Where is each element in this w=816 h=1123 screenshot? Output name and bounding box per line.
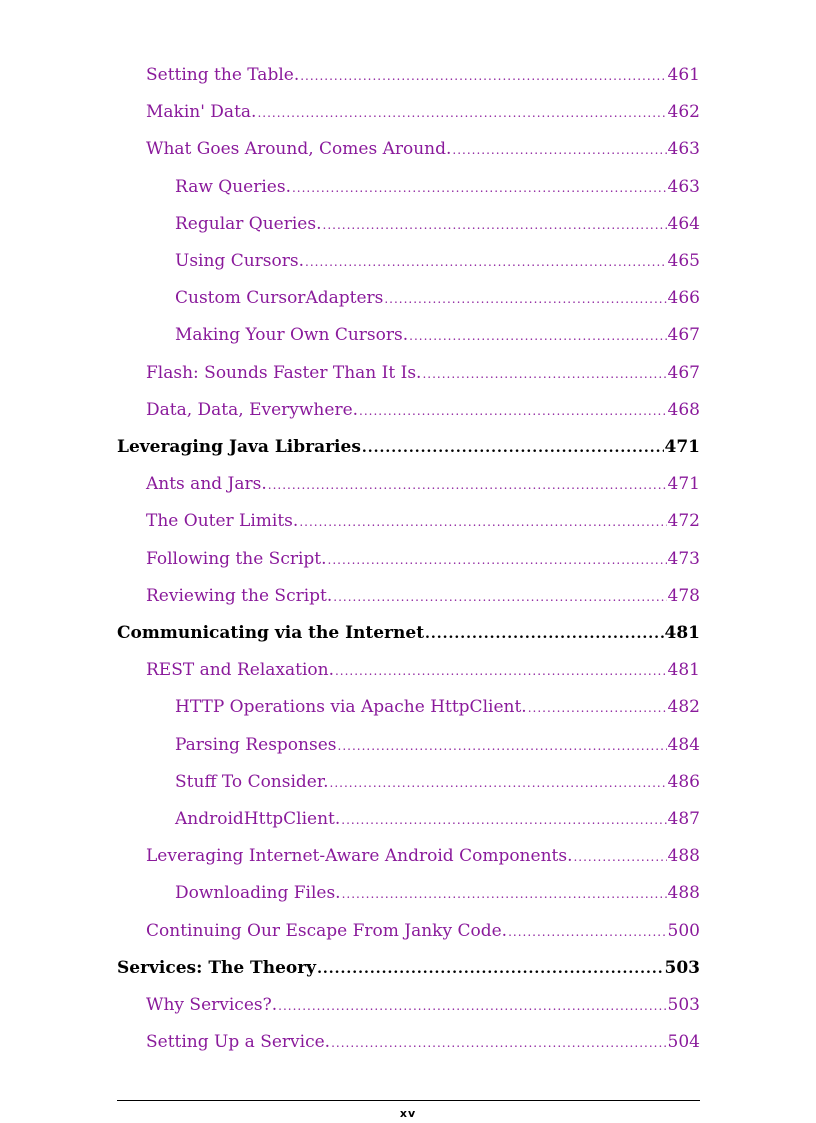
toc-entry-title[interactable]: Parsing Responses [175, 734, 337, 755]
dot-leader [362, 441, 664, 455]
dot-leader [317, 962, 663, 976]
toc-chapter-entry[interactable] [117, 957, 700, 978]
dot-leader [425, 627, 663, 641]
dot-leader [422, 368, 666, 380]
toc-section-entry[interactable] [146, 399, 700, 420]
toc-entry-title[interactable]: HTTP Operations via Apache HttpClient. [175, 697, 527, 718]
toc-entry-title[interactable]: Leveraging Internet-Aware Android Components. [146, 846, 573, 867]
toc-entry-title[interactable]: Makin' Data. [146, 102, 257, 123]
toc-chapter-entry[interactable] [117, 625, 700, 642]
toc-section-entry[interactable] [146, 513, 700, 530]
toc-section-entry[interactable] [146, 662, 700, 679]
toc-entry-page-number: 462 [667, 102, 700, 123]
dot-leader [328, 554, 667, 566]
dot-leader [359, 405, 667, 417]
toc-section-entry[interactable] [175, 734, 700, 755]
toc-section-entry[interactable] [175, 290, 700, 307]
toc-entry-page-number: 488 [667, 846, 700, 867]
toc-entry-title[interactable]: Flash: Sounds Faster Than It Is. [146, 362, 422, 383]
toc-section-entry[interactable] [175, 253, 700, 270]
toc-section-entry[interactable] [175, 811, 700, 828]
toc-entry-title[interactable]: Setting the Table. [146, 65, 300, 85]
toc-entry-title[interactable]: Services: The Theory [117, 957, 317, 978]
toc-entry-page-number: 481 [667, 660, 700, 681]
toc-entry-title[interactable]: Downloading Files. [175, 883, 341, 904]
toc-entry-title[interactable]: Why Services?. [146, 995, 278, 1015]
toc-section-entry[interactable] [175, 699, 700, 716]
toc-entry-title[interactable]: Reviewing the Script. [146, 585, 333, 606]
toc-entry-page-number: 467 [667, 325, 700, 346]
toc-section-entry[interactable] [146, 141, 700, 158]
toc-section-entry[interactable] [146, 920, 700, 941]
toc-entry-page-number: 461 [667, 65, 700, 85]
toc-entry-title[interactable]: Raw Queries. [175, 176, 291, 197]
dot-leader [300, 70, 666, 82]
toc-entry-page-number: 463 [667, 139, 700, 160]
toc-entry-page-number: 488 [667, 883, 700, 904]
toc-entry-title[interactable]: Leveraging Java Libraries [117, 437, 361, 457]
dot-leader [268, 479, 667, 491]
toc-section-entry[interactable] [175, 327, 700, 344]
toc-entry-page-number: 468 [667, 399, 700, 420]
footer-page-number: xv [399, 1107, 417, 1120]
toc-entry-title[interactable]: Stuff To Consider. [175, 771, 329, 792]
toc-entry-title[interactable]: Using Cursors. [175, 251, 305, 271]
toc-entry-title[interactable]: Regular Queries. [175, 213, 322, 234]
dot-leader [305, 256, 667, 268]
toc-entry-page-number: 503 [664, 957, 700, 978]
dot-leader [333, 591, 666, 603]
toc-section-entry[interactable] [146, 476, 700, 493]
dot-leader [342, 888, 667, 900]
toc-entry-title[interactable]: Custom CursorAdapters [175, 288, 384, 309]
dot-leader [528, 702, 667, 714]
toc-entry-page-number: 471 [667, 474, 700, 495]
toc-entry-page-number: 465 [667, 251, 700, 271]
toc-entry-page-number: 500 [667, 920, 700, 941]
toc-entry-title[interactable]: Communicating via the Internet [117, 623, 425, 643]
toc-section-entry[interactable] [146, 548, 700, 569]
toc-chapter-entry[interactable] [117, 439, 700, 456]
toc-entry-title[interactable]: Following the Script. [146, 548, 327, 569]
toc-entry-page-number: 472 [667, 511, 700, 532]
dot-leader [338, 740, 667, 752]
toc-entry-title[interactable]: What Goes Around, Comes Around. [146, 139, 452, 160]
dot-leader [323, 219, 667, 231]
dot-leader [299, 516, 666, 528]
toc-entry-page-number: 466 [667, 288, 700, 309]
toc-entry-page-number: 487 [667, 809, 700, 829]
toc-entry-page-number: 504 [667, 1032, 700, 1053]
dot-leader [452, 144, 666, 156]
toc-entry-title[interactable]: Continuing Our Escape From Janky Code. [146, 920, 508, 941]
toc-entry-title[interactable]: Data, Data, Everywhere. [146, 399, 359, 420]
toc-entry-page-number: 503 [667, 995, 700, 1015]
toc-entry-page-number: 482 [667, 697, 700, 718]
toc-entry-title[interactable]: The Outer Limits. [146, 511, 299, 532]
dot-leader [409, 330, 666, 342]
dot-leader [573, 851, 666, 863]
toc-entry-page-number: 484 [667, 734, 700, 755]
toc-entry-title[interactable]: AndroidHttpClient. [175, 809, 341, 829]
toc-section-entry[interactable] [146, 997, 700, 1014]
toc-entry-page-number: 464 [667, 213, 700, 234]
footer-divider [117, 1100, 700, 1101]
toc-section-entry[interactable] [175, 885, 700, 902]
dot-leader [292, 182, 667, 194]
dot-leader [341, 814, 666, 826]
toc-section-entry[interactable] [175, 213, 700, 234]
toc-entry-title[interactable]: Making Your Own Cursors. [175, 325, 409, 346]
toc-entry-page-number: 486 [667, 771, 700, 792]
toc-entry-title[interactable]: Setting Up a Service. [146, 1032, 331, 1053]
toc-section-entry[interactable] [175, 176, 700, 197]
toc-section-entry[interactable] [146, 585, 700, 606]
toc-entry-page-number: 463 [667, 176, 700, 197]
toc-entry-page-number: 473 [667, 548, 700, 569]
dot-leader [331, 1037, 666, 1049]
toc-entry-page-number: 471 [664, 437, 700, 457]
dot-leader [335, 665, 667, 677]
dot-leader [257, 107, 666, 119]
toc-section-entry[interactable] [146, 848, 700, 865]
dot-leader [330, 777, 667, 789]
toc-section-entry[interactable] [146, 1034, 700, 1051]
dot-leader [508, 926, 666, 938]
toc-entry-page-number: 478 [667, 585, 700, 606]
toc-entry-title[interactable]: REST and Relaxation. [146, 660, 334, 681]
toc-entry-title[interactable]: Ants and Jars. [146, 474, 267, 495]
dot-leader [384, 293, 666, 305]
toc-entry-page-number: 481 [664, 623, 700, 643]
dot-leader [278, 1000, 666, 1012]
toc-entry-page-number: 467 [667, 362, 700, 383]
toc-section-entry[interactable] [146, 104, 700, 121]
toc-section-entry[interactable] [146, 67, 700, 84]
toc-section-entry[interactable] [175, 771, 700, 792]
toc-section-entry[interactable] [146, 362, 700, 383]
